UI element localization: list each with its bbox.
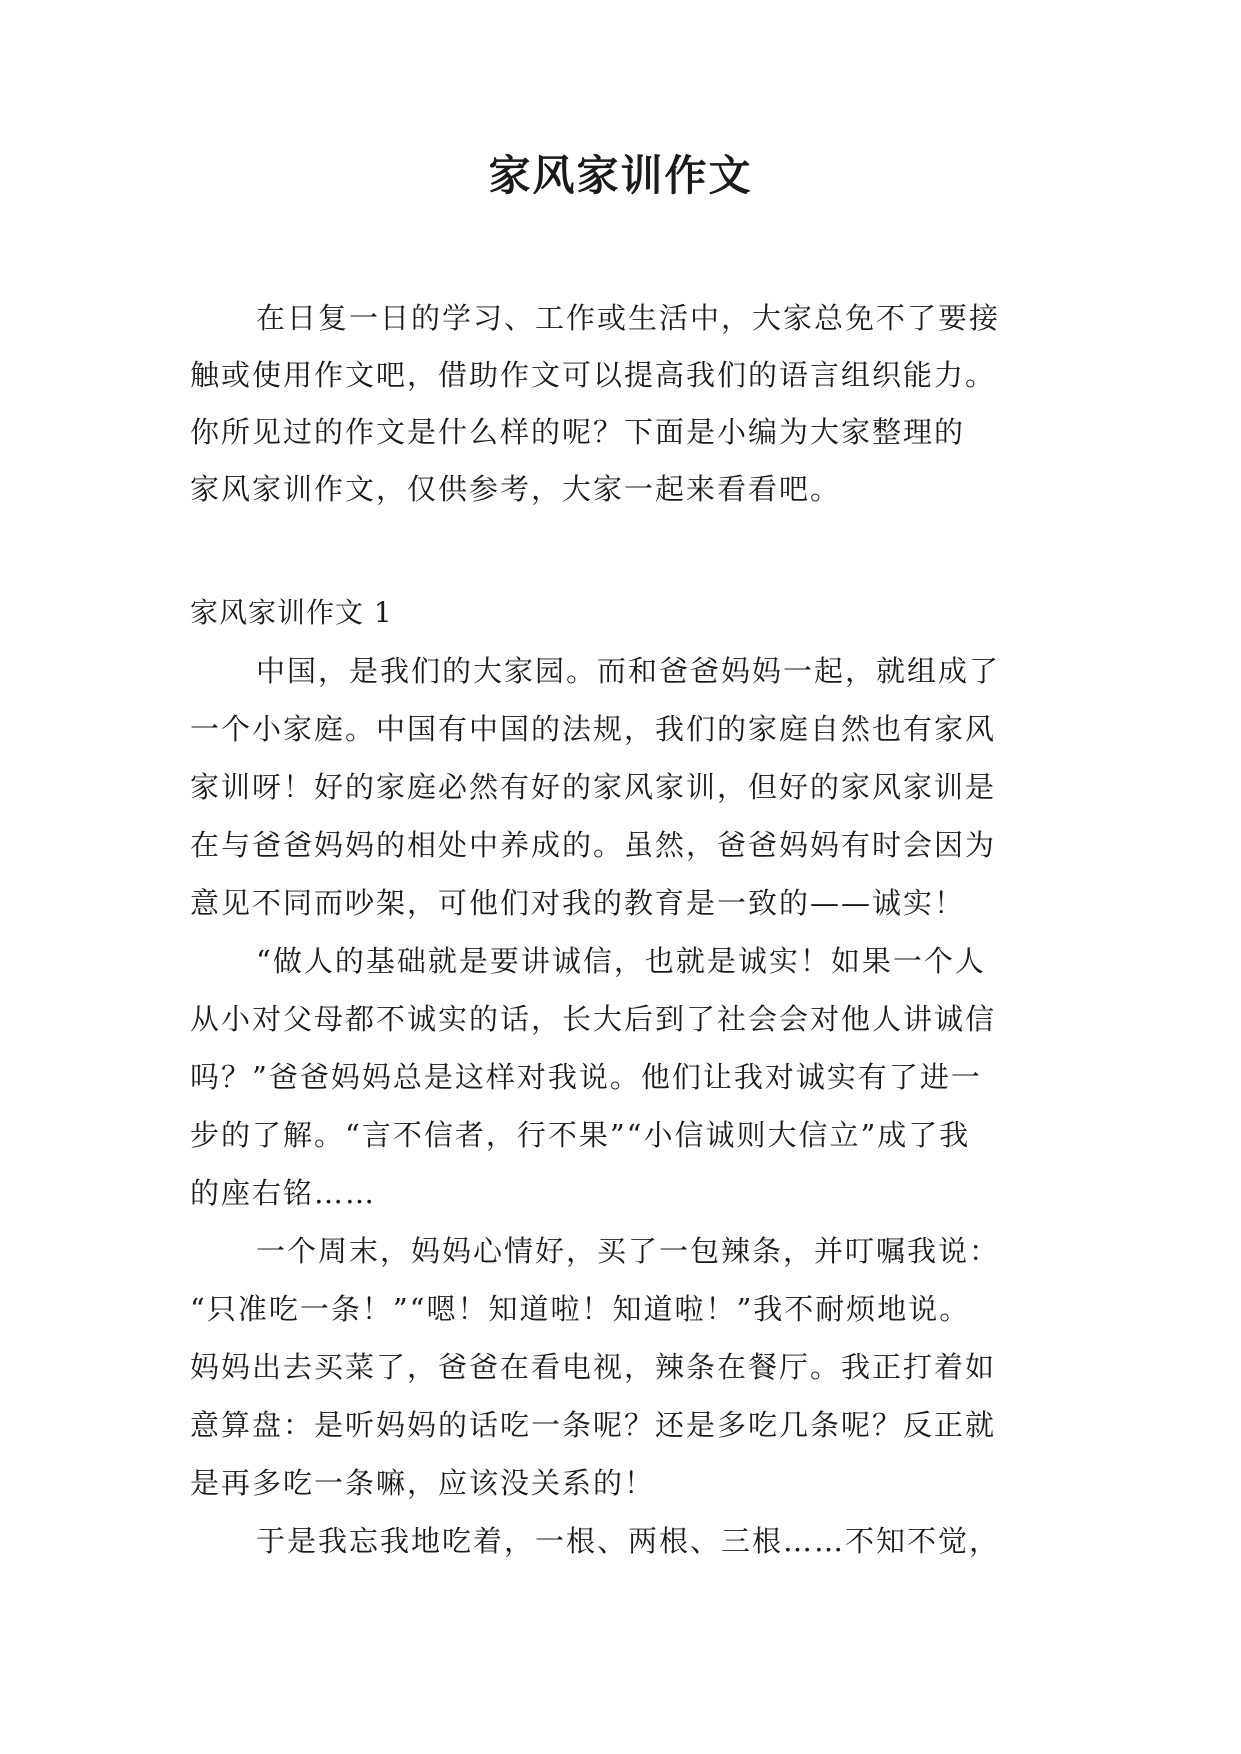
intro-line: 触或使用作文吧，借助作文可以提高我们的语言组织能力。 [190, 358, 997, 392]
essay-line: 吗？”爸爸妈妈总是这样对我说。他们让我对诚实有了进一 [190, 1060, 982, 1094]
essay-line: 的座右铭…… [190, 1176, 377, 1210]
essay-line: 从小对父母都不诚实的话，长大后到了社会会对他人讲诚信 [190, 1002, 997, 1036]
essay-line: 在与爸爸妈妈的相处中养成的。虽然，爸爸妈妈有时会因为 [190, 828, 997, 862]
essay-line: 一个周末，妈妈心情好，买了一包辣条，并叮嘱我说： [256, 1234, 1001, 1268]
essay-line: 是再多吃一条嘛，应该没关系的！ [190, 1466, 656, 1500]
essay-line: 一个小家庭。中国有中国的法规，我们的家庭自然也有家风 [190, 712, 997, 746]
intro-line: 在日复一日的学习、工作或生活中，大家总免不了要接 [256, 301, 1001, 335]
essay-line: 家训呀！好的家庭必然有好的家风家训，但好的家风家训是 [190, 770, 997, 804]
intro-line: 家风家训作文，仅供参考，大家一起来看看吧。 [190, 472, 842, 506]
essay-line: 步的了解。“言不信者，行不果”“小信诚则大信立”成了我 [190, 1118, 971, 1152]
document-title: 家风家训作文 [488, 151, 753, 200]
essay-line: 中国，是我们的大家园。而和爸爸妈妈一起，就组成了 [256, 654, 1001, 688]
essay-line: 意算盘：是听妈妈的话吃一条呢？还是多吃几条呢？反正就 [190, 1408, 997, 1442]
essay-line: “只准吃一条！”“嗯！知道啦！知道啦！”我不耐烦地说。 [190, 1292, 971, 1326]
essay-line: 于是我忘我地吃着，一根、两根、三根……不知不觉， [256, 1524, 1001, 1558]
essay-body [190, 584, 1050, 1570]
intro-paragraph [190, 290, 1050, 518]
essay-line: 妈妈出去买菜了，爸爸在看电视，辣条在餐厅。我正打着如 [190, 1350, 997, 1384]
section-heading: 家风家训作文 1 [190, 596, 393, 629]
essay-line: “做人的基础就是要讲诚信，也就是诚实！如果一个人 [256, 944, 986, 978]
intro-line: 你所见过的作文是什么样的呢？下面是小编为大家整理的 [190, 415, 966, 449]
essay-line: 意见不同而吵架，可他们对我的教育是一致的——诚实！ [190, 886, 966, 920]
